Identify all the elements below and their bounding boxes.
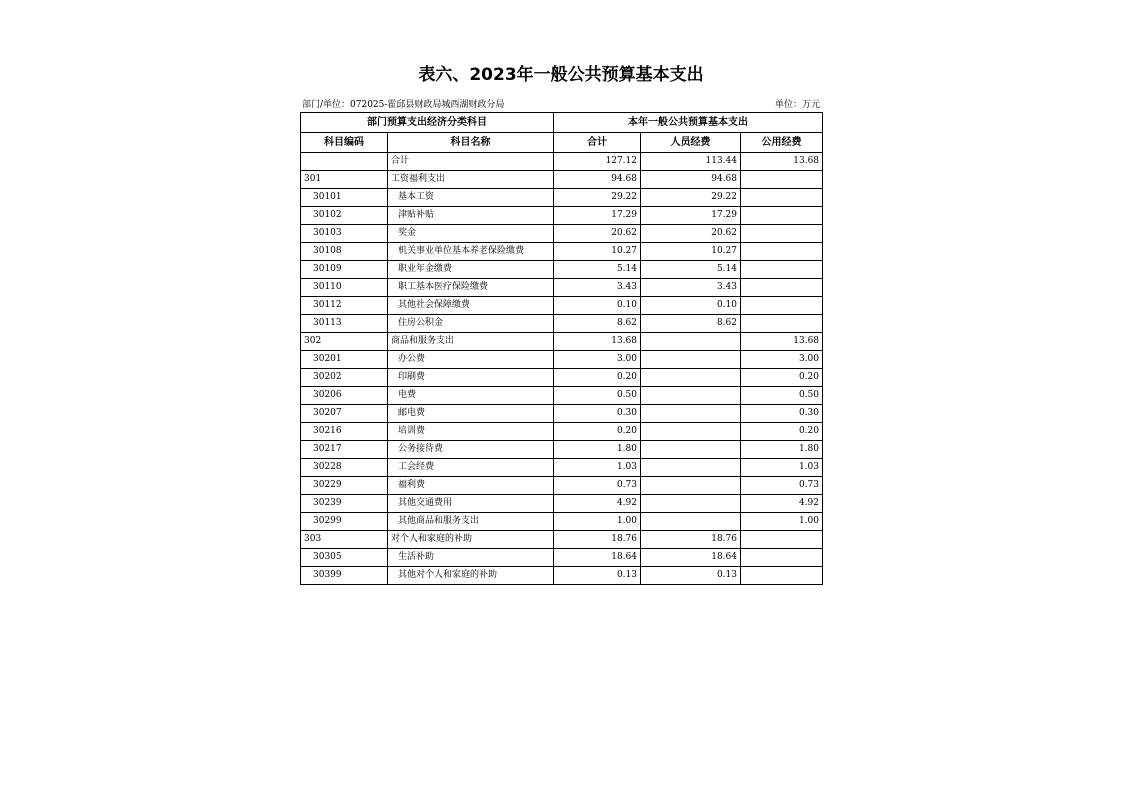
table-row [301,279,823,297]
column-header-row [301,133,823,153]
cell-code: 30112 [301,297,388,315]
cell-name: 电费 [388,387,554,405]
cell-total: 20.62 [554,225,641,243]
cell-public: 1.80 [741,441,823,459]
cell-name: 生活补助 [388,549,554,567]
table-row [301,477,823,495]
cell-personnel [641,477,741,495]
cell-code: 30113 [301,315,388,333]
department-label: 部门/单位：072025-霍邱县财政局城西湖财政分局 [302,100,505,110]
cell-code: 30399 [301,567,388,585]
cell-code: 30229 [301,477,388,495]
cell-name: 商品和服务支出 [388,333,554,351]
cell-total: 3.00 [554,351,641,369]
cell-total: 18.64 [554,549,641,567]
cell-personnel [641,423,741,441]
table-row [301,459,823,477]
cell-public: 0.30 [741,405,823,423]
cell-code: 30202 [301,369,388,387]
cell-total: 17.29 [554,207,641,225]
cell-personnel [641,441,741,459]
cell-personnel: 94.68 [641,171,741,189]
table-row [301,351,823,369]
cell-personnel: 18.76 [641,531,741,549]
table-row [301,405,823,423]
cell-name: 职工基本医疗保险缴费 [388,279,554,297]
cell-code: 30201 [301,351,388,369]
table-row [301,243,823,261]
cell-public [741,207,823,225]
table-row [301,297,823,315]
cell-personnel: 0.13 [641,567,741,585]
cell-name: 邮电费 [388,405,554,423]
column-header-total: 合计 [554,133,641,153]
table-row [301,261,823,279]
column-header-code: 科目编码 [301,133,388,153]
cell-personnel: 5.14 [641,261,741,279]
budget-table [300,112,823,585]
table-row [301,171,823,189]
cell-personnel [641,333,741,351]
cell-public [741,171,823,189]
table-row [301,549,823,567]
table-row [301,207,823,225]
cell-code: 30239 [301,495,388,513]
cell-total: 29.22 [554,189,641,207]
cell-total: 0.73 [554,477,641,495]
cell-code: 30108 [301,243,388,261]
column-header-personnel: 人员经费 [641,133,741,153]
table-row [301,153,823,171]
cell-personnel: 113.44 [641,153,741,171]
table-row [301,333,823,351]
cell-code: 30228 [301,459,388,477]
cell-total: 127.12 [554,153,641,171]
cell-public [741,279,823,297]
cell-code: 30207 [301,405,388,423]
cell-total: 10.27 [554,243,641,261]
cell-total: 0.50 [554,387,641,405]
table-row [301,189,823,207]
cell-code: 30299 [301,513,388,531]
cell-personnel: 3.43 [641,279,741,297]
cell-name: 其他社会保障缴费 [388,297,554,315]
cell-code: 30109 [301,261,388,279]
cell-total: 0.20 [554,369,641,387]
cell-public: 0.73 [741,477,823,495]
cell-code: 302 [301,333,388,351]
cell-code [301,153,388,171]
cell-name: 住房公积金 [388,315,554,333]
cell-name: 对个人和家庭的补助 [388,531,554,549]
cell-public: 13.68 [741,333,823,351]
cell-name: 机关事业单位基本养老保险缴费 [388,243,554,261]
cell-code: 30305 [301,549,388,567]
cell-public [741,531,823,549]
cell-name: 其他交通费用 [388,495,554,513]
cell-total: 5.14 [554,261,641,279]
cell-name: 工会经费 [388,459,554,477]
cell-public: 1.03 [741,459,823,477]
table-row [301,369,823,387]
table-row [301,315,823,333]
cell-public: 1.00 [741,513,823,531]
cell-personnel [641,387,741,405]
cell-total: 13.68 [554,333,641,351]
table-row [301,441,823,459]
cell-personnel [641,351,741,369]
cell-public [741,297,823,315]
table-row [301,387,823,405]
cell-total: 1.03 [554,459,641,477]
table-row [301,225,823,243]
page-title: 表六、2023年一般公共预算基本支出 [418,65,704,85]
table-row [301,495,823,513]
cell-public: 0.20 [741,423,823,441]
cell-total: 0.10 [554,297,641,315]
cell-public: 13.68 [741,153,823,171]
cell-personnel: 10.27 [641,243,741,261]
cell-code: 301 [301,171,388,189]
cell-personnel [641,513,741,531]
cell-name: 职业年金缴费 [388,261,554,279]
cell-public [741,189,823,207]
cell-name: 合计 [388,153,554,171]
cell-personnel [641,369,741,387]
cell-total: 1.80 [554,441,641,459]
cell-total: 18.76 [554,531,641,549]
cell-name: 奖金 [388,225,554,243]
cell-code: 30110 [301,279,388,297]
cell-name: 工资福利支出 [388,171,554,189]
cell-personnel: 0.10 [641,297,741,315]
cell-public [741,315,823,333]
cell-name: 公务接待费 [388,441,554,459]
cell-public [741,549,823,567]
cell-public [741,225,823,243]
table-row [301,531,823,549]
cell-name: 培训费 [388,423,554,441]
cell-public: 4.92 [741,495,823,513]
cell-code: 30216 [301,423,388,441]
cell-total: 0.30 [554,405,641,423]
cell-personnel: 20.62 [641,225,741,243]
cell-name: 基本工资 [388,189,554,207]
table-row [301,513,823,531]
group-header-left: 部门预算支出经济分类科目 [301,113,554,133]
column-header-name: 科目名称 [388,133,554,153]
cell-total: 3.43 [554,279,641,297]
cell-public: 0.50 [741,387,823,405]
cell-name: 印刷费 [388,369,554,387]
cell-total: 94.68 [554,171,641,189]
group-header-right: 本年一般公共预算基本支出 [554,113,823,133]
cell-total: 0.13 [554,567,641,585]
cell-code: 30206 [301,387,388,405]
cell-code: 30102 [301,207,388,225]
cell-code: 30101 [301,189,388,207]
cell-personnel: 18.64 [641,549,741,567]
cell-total: 4.92 [554,495,641,513]
cell-personnel: 8.62 [641,315,741,333]
cell-name: 办公费 [388,351,554,369]
table-row [301,423,823,441]
cell-total: 1.00 [554,513,641,531]
table-body [301,153,823,585]
column-header-public: 公用经费 [741,133,823,153]
cell-public [741,567,823,585]
cell-public: 3.00 [741,351,823,369]
cell-code: 30217 [301,441,388,459]
cell-name: 其他对个人和家庭的补助 [388,567,554,585]
table-row [301,567,823,585]
cell-name: 其他商品和服务支出 [388,513,554,531]
cell-public [741,261,823,279]
cell-name: 津贴补贴 [388,207,554,225]
cell-personnel [641,459,741,477]
cell-personnel: 29.22 [641,189,741,207]
cell-code: 30103 [301,225,388,243]
cell-total: 0.20 [554,423,641,441]
cell-personnel: 17.29 [641,207,741,225]
cell-name: 福利费 [388,477,554,495]
cell-public: 0.20 [741,369,823,387]
unit-label: 单位：万元 [774,100,820,110]
cell-total: 8.62 [554,315,641,333]
cell-personnel [641,405,741,423]
cell-public [741,243,823,261]
cell-code: 303 [301,531,388,549]
cell-personnel [641,495,741,513]
group-header-row [301,113,823,133]
